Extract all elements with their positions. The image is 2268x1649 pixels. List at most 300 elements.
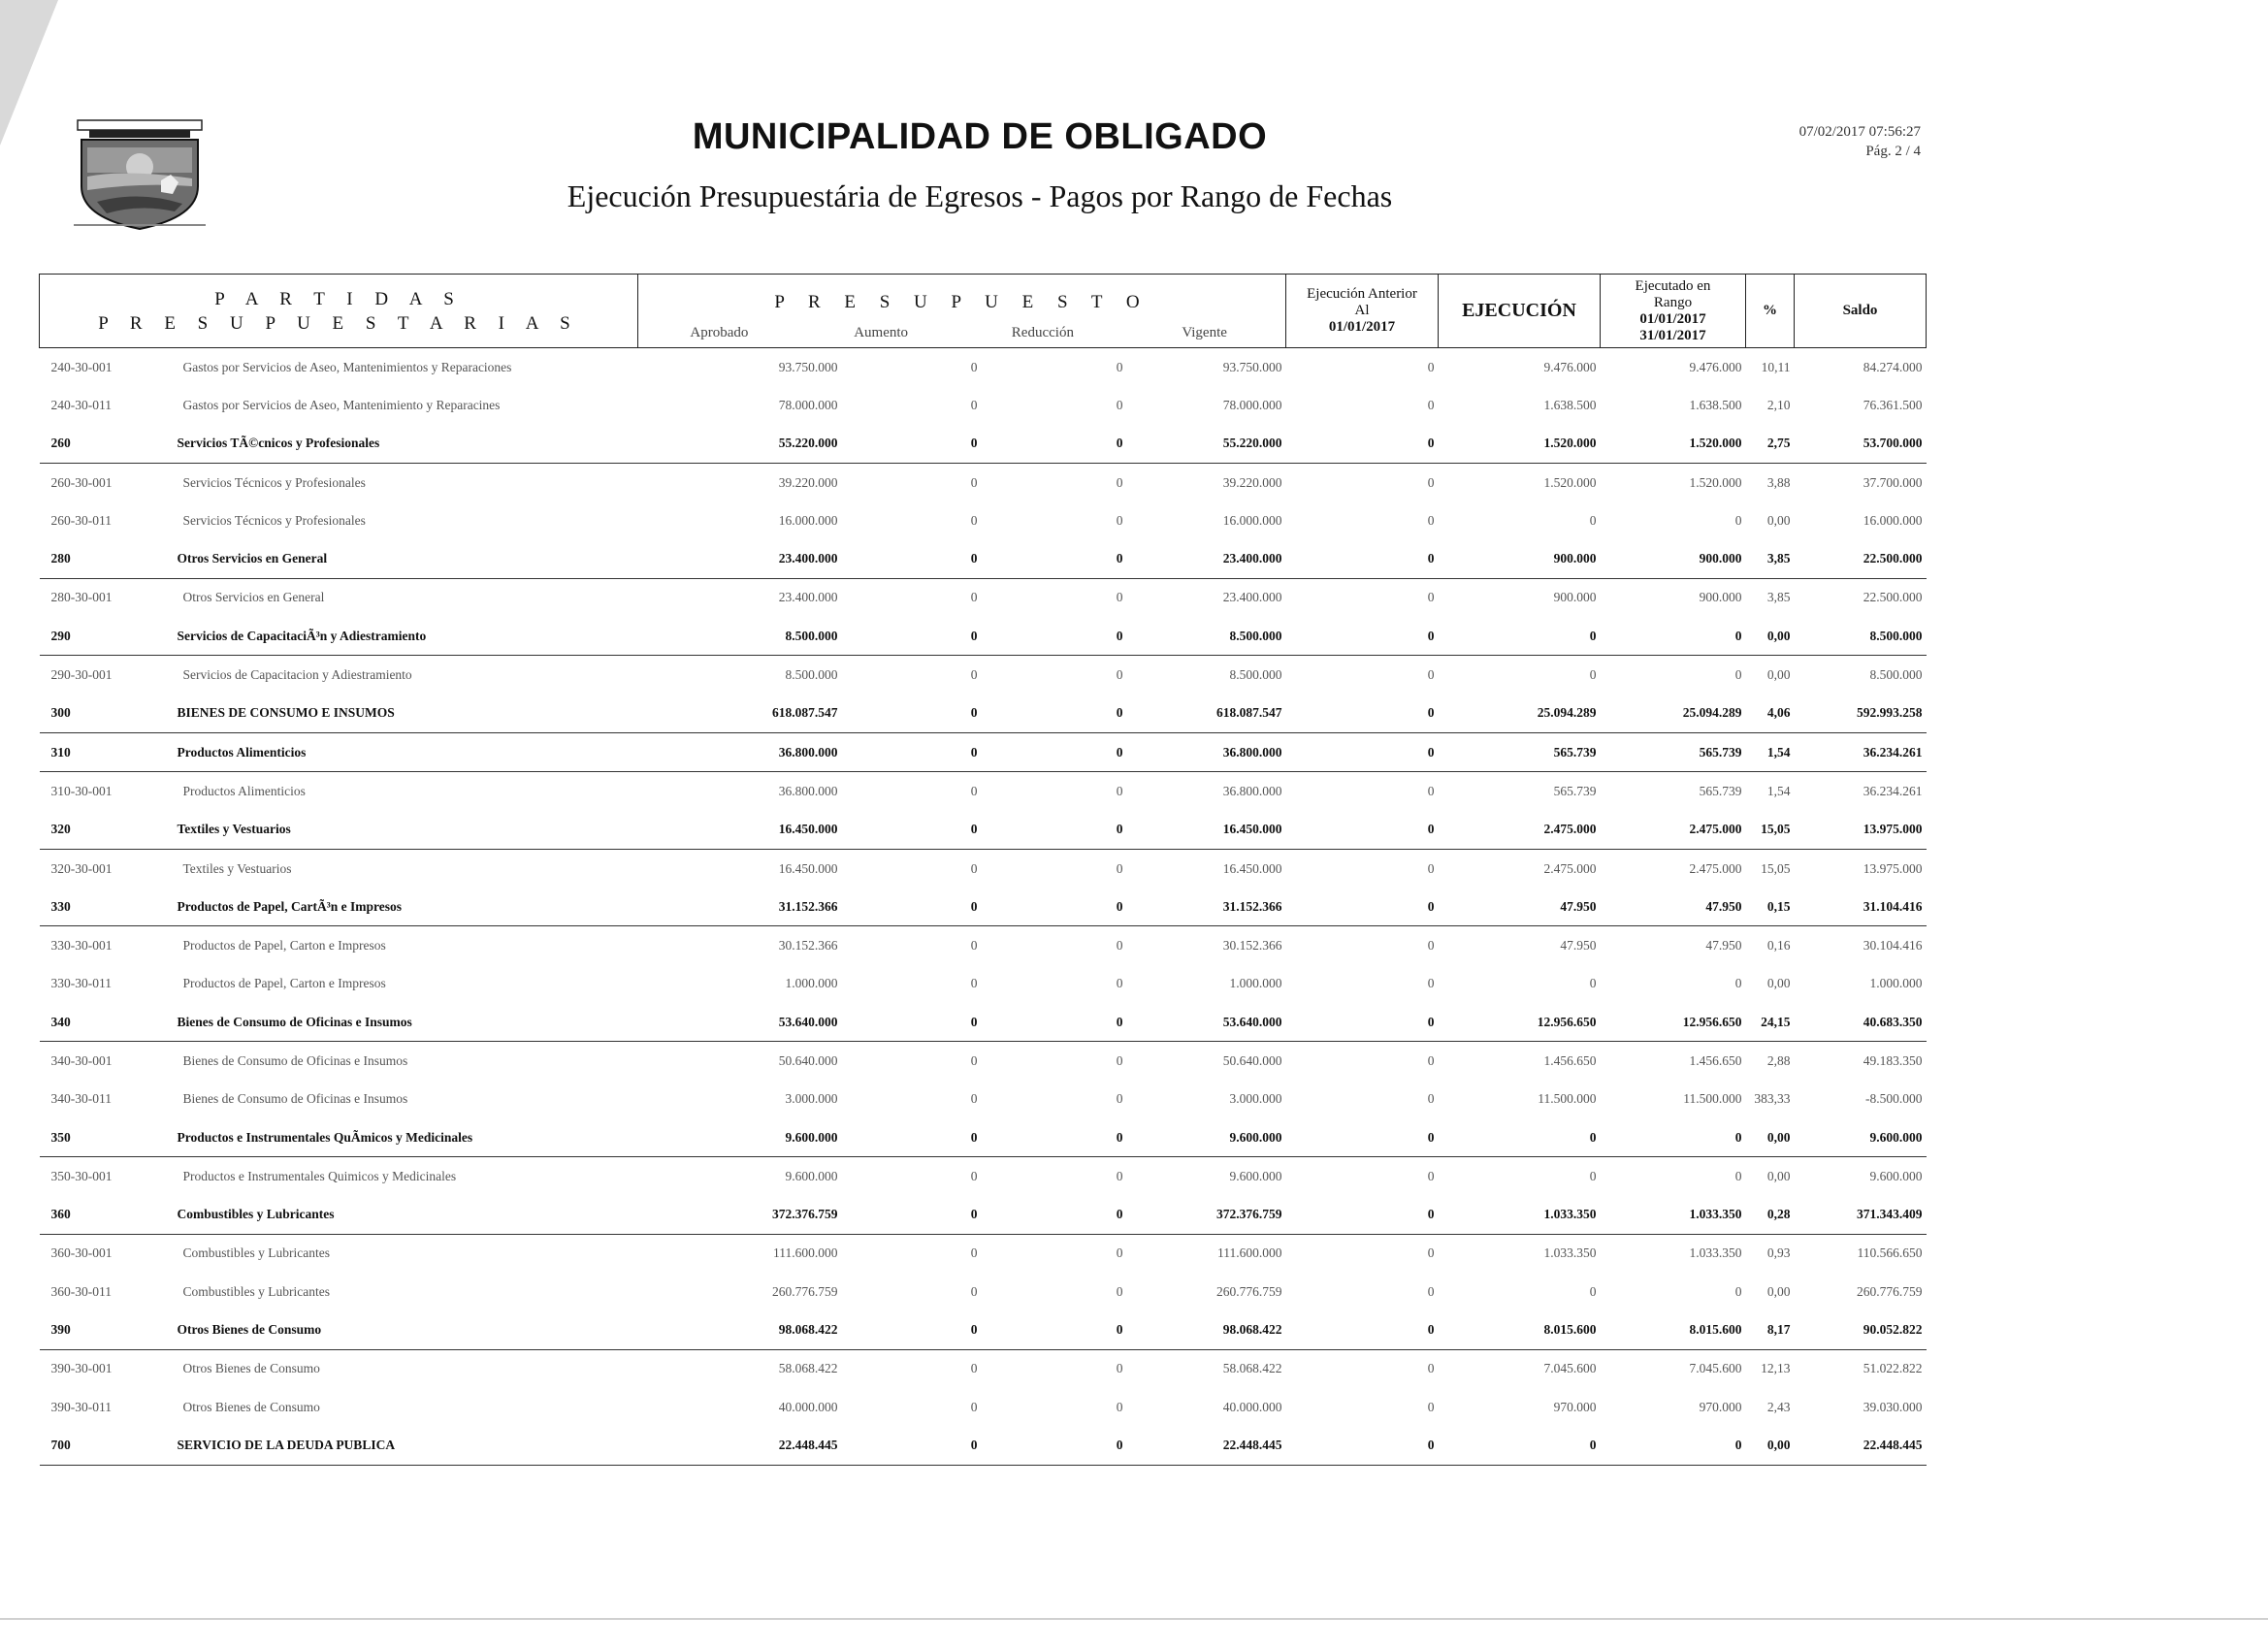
cell-aprobado: 8.500.000: [638, 617, 842, 656]
cell-saldo: 49.183.350: [1863, 1052, 1923, 1068]
cell-rango: 11.500.000: [1683, 1091, 1742, 1107]
cell-aumento: 0: [842, 539, 982, 578]
cell-desc: Otros Bienes de Consumo: [182, 1399, 320, 1414]
table-row: [40, 1157, 1927, 1196]
cell-code: 340-30-001: [50, 1052, 113, 1068]
col-partidas: [40, 275, 638, 348]
cell-reduccion: 0: [1116, 1091, 1123, 1107]
cell-aumento: 0: [970, 1168, 978, 1183]
cell-pct: 1,54: [1766, 783, 1791, 798]
cell-anterior: 0: [1286, 811, 1439, 850]
cell-code: 260-30-001: [50, 474, 113, 490]
cell-aumento: 0: [842, 1118, 982, 1157]
cell-ejecucion: 1.033.350: [1439, 1196, 1601, 1235]
cell-aumento: 0: [842, 732, 982, 771]
cell-aumento: 0: [970, 590, 978, 605]
cell-pct: 0,00: [1766, 512, 1791, 528]
cell-ejecucion: 0: [1589, 1168, 1597, 1183]
cell-anterior: 0: [1286, 425, 1439, 464]
cell-code: 350: [40, 1118, 168, 1157]
cell-saldo: 76.361.500: [1863, 397, 1923, 412]
cell-rango: 2.475.000: [1601, 811, 1746, 850]
table-row: [40, 772, 1927, 811]
cell-aumento: 0: [842, 617, 982, 656]
cell-vigente: 50.640.000: [1222, 1052, 1282, 1068]
cell-desc: Textiles y Vestuarios: [182, 860, 292, 876]
cell-desc: Otros Servicios en General: [168, 539, 638, 578]
cell-vigente: 22.448.445: [1127, 1426, 1286, 1465]
cell-anterior: 0: [1427, 783, 1435, 798]
cell-ejecucion: 0: [1439, 617, 1601, 656]
cell-anterior: 0: [1427, 860, 1435, 876]
cell-anterior: 0: [1286, 1310, 1439, 1349]
cell-desc: Productos de Papel, Carton e Impresos: [182, 938, 386, 954]
cell-saldo: 13.975.000: [1795, 811, 1927, 850]
cell-aumento: 0: [842, 1310, 982, 1349]
cell-vigente: 111.600.000: [1217, 1245, 1282, 1261]
cell-reduccion: 0: [1116, 397, 1123, 412]
cell-desc: Servicios de CapacitaciÃ³n y Adiestramiento: [168, 617, 638, 656]
cell-saldo: 8.500.000: [1869, 667, 1923, 683]
page-number: Pág. 2 / 4: [1865, 144, 1921, 159]
cell-vigente: 55.220.000: [1127, 425, 1286, 464]
cell-saldo: 39.030.000: [1863, 1399, 1923, 1414]
cell-ejecucion: 1.520.000: [1543, 474, 1597, 490]
cell-pct: 2,75: [1746, 425, 1795, 464]
cell-reduccion: 0: [1116, 512, 1123, 528]
cell-pct: 4,06: [1746, 695, 1795, 733]
cell-aprobado: 23.400.000: [778, 590, 838, 605]
cell-ejecucion: 11.500.000: [1538, 1091, 1597, 1107]
cell-desc: SERVICIO DE LA DEUDA PUBLICA: [168, 1426, 638, 1465]
table-row-group: [40, 617, 1927, 656]
cell-aumento: 0: [842, 1196, 982, 1235]
cell-aumento: 0: [970, 1091, 978, 1107]
cell-anterior: 0: [1427, 938, 1435, 954]
cell-aprobado: 16.450.000: [778, 860, 838, 876]
cell-desc: Otros Bienes de Consumo: [182, 1361, 320, 1376]
cell-anterior: 0: [1286, 617, 1439, 656]
cell-rango: 8.015.600: [1601, 1310, 1746, 1349]
cell-reduccion: 0: [982, 888, 1127, 926]
table-row: [40, 386, 1927, 424]
cell-aprobado: 3.000.000: [785, 1091, 838, 1107]
cell-pct: 0,93: [1766, 1245, 1791, 1261]
cell-pct: 24,15: [1746, 1003, 1795, 1042]
cell-vigente: 40.000.000: [1222, 1399, 1282, 1414]
cell-vigente: 3.000.000: [1229, 1091, 1282, 1107]
cell-code: 290: [40, 617, 168, 656]
cell-ejecucion: 9.476.000: [1543, 359, 1597, 374]
cell-vigente: 58.068.422: [1222, 1361, 1282, 1376]
cell-anterior: 0: [1427, 976, 1435, 991]
cell-anterior: 0: [1286, 1003, 1439, 1042]
cell-reduccion: 0: [1116, 474, 1123, 490]
cell-desc: Servicios Técnicos y Profesionales: [182, 512, 366, 528]
cell-pct: 2,43: [1766, 1399, 1791, 1414]
table-row: [40, 501, 1927, 539]
cell-vigente: 9.600.000: [1229, 1168, 1282, 1183]
table-row-group: [40, 811, 1927, 850]
cell-aumento: 0: [970, 667, 978, 683]
cell-anterior: 0: [1427, 1399, 1435, 1414]
cell-aprobado: 30.152.366: [778, 938, 838, 954]
cell-pct: 15,05: [1746, 811, 1795, 850]
cell-reduccion: 0: [1116, 1245, 1123, 1261]
cell-aumento: 0: [842, 1426, 982, 1465]
cell-reduccion: 0: [1116, 1361, 1123, 1376]
cell-ejecucion: 0: [1439, 1118, 1601, 1157]
table-row: [40, 1042, 1927, 1081]
cell-code: 390-30-011: [50, 1399, 112, 1414]
cell-pct: 0,00: [1766, 1168, 1791, 1183]
cell-saldo: 37.700.000: [1863, 474, 1923, 490]
cell-vigente: 23.400.000: [1222, 590, 1282, 605]
cell-aumento: 0: [970, 1361, 978, 1376]
table-row: [40, 1388, 1927, 1426]
cell-pct: 1,54: [1746, 732, 1795, 771]
col-presupuesto-title: P R E S U P U E S T O: [774, 292, 1150, 312]
col-ejecutado-rango: [1601, 275, 1746, 348]
cell-code: 240-30-001: [50, 359, 113, 374]
report-title: MUNICIPALIDAD DE OBLIGADO: [692, 116, 1268, 157]
cell-vigente: 30.152.366: [1222, 938, 1282, 954]
cell-vigente: 23.400.000: [1127, 539, 1286, 578]
cell-aprobado: 53.640.000: [638, 1003, 842, 1042]
col-reduccion: Reducción: [1011, 325, 1074, 340]
cell-pct: 3,88: [1766, 474, 1791, 490]
report-subtitle: Ejecución Presupuestária de Egresos - Pagos por Rango de Fechas: [567, 178, 1393, 213]
cell-reduccion: 0: [1116, 783, 1123, 798]
cell-code: 340: [40, 1003, 168, 1042]
cell-rango: 7.045.600: [1689, 1361, 1742, 1376]
cell-aprobado: 260.776.759: [772, 1283, 838, 1299]
table-row-group: [40, 1118, 1927, 1157]
cell-reduccion: 0: [1116, 1168, 1123, 1183]
cell-pct: 0,00: [1746, 1118, 1795, 1157]
cell-reduccion: 0: [1116, 590, 1123, 605]
cell-anterior: 0: [1286, 695, 1439, 733]
cell-pct: 2,10: [1766, 397, 1791, 412]
cell-anterior: 0: [1286, 732, 1439, 771]
cell-rango: 0: [1601, 1118, 1746, 1157]
cell-pct: 2,88: [1766, 1052, 1791, 1068]
cell-ejecucion: 8.015.600: [1439, 1310, 1601, 1349]
cell-ejecucion: 565.739: [1553, 783, 1597, 798]
cell-vigente: 39.220.000: [1222, 474, 1282, 490]
cell-aprobado: 1.000.000: [785, 976, 838, 991]
cell-code: 310-30-001: [50, 783, 113, 798]
cell-ejecucion: 0: [1589, 667, 1597, 683]
cell-ejecucion: 1.033.350: [1543, 1245, 1597, 1261]
cell-desc: Otros Servicios en General: [182, 590, 325, 605]
cell-aumento: 0: [970, 1245, 978, 1261]
cell-aumento: 0: [970, 359, 978, 374]
print-datetime: 07/02/2017 07:56:27: [1798, 124, 1921, 140]
cell-vigente: 78.000.000: [1222, 397, 1282, 412]
cell-ejecucion: 1.638.500: [1543, 397, 1597, 412]
col-saldo: Saldo: [1795, 275, 1927, 348]
cell-aprobado: 618.087.547: [638, 695, 842, 733]
cell-code: 340-30-011: [50, 1091, 112, 1107]
cell-code: 320-30-001: [50, 860, 113, 876]
cell-pct: 0,15: [1746, 888, 1795, 926]
table-header-row: [40, 275, 1927, 348]
cell-vigente: 9.600.000: [1127, 1118, 1286, 1157]
cell-rango: 0: [1734, 976, 1742, 991]
cell-aumento: 0: [970, 860, 978, 876]
cell-rango: 900.000: [1699, 590, 1742, 605]
cell-vigente: 1.000.000: [1229, 976, 1282, 991]
cell-desc: Gastos por Servicios de Aseo, Mantenimiento y Reparacines: [182, 397, 501, 412]
cell-anterior: 0: [1427, 359, 1435, 374]
col-aprobado: Aprobado: [690, 325, 749, 340]
table-row-group: [40, 695, 1927, 733]
cell-vigente: 16.000.000: [1222, 512, 1282, 528]
cell-vigente: 36.800.000: [1127, 732, 1286, 771]
cell-vigente: 372.376.759: [1127, 1196, 1286, 1235]
cell-code: 330: [40, 888, 168, 926]
col-presupuesto: [638, 275, 1286, 348]
cell-saldo: 9.600.000: [1795, 1118, 1927, 1157]
cell-aprobado: 39.220.000: [778, 474, 838, 490]
cell-aumento: 0: [970, 976, 978, 991]
cell-desc: BIENES DE CONSUMO E INSUMOS: [168, 695, 638, 733]
cell-saldo: 90.052.822: [1795, 1310, 1927, 1349]
cell-pct: 10,11: [1761, 359, 1791, 374]
cell-aprobado: 98.068.422: [638, 1310, 842, 1349]
cell-aprobado: 23.400.000: [638, 539, 842, 578]
cell-ejecucion: 47.950: [1439, 888, 1601, 926]
cell-reduccion: 0: [982, 539, 1127, 578]
cell-rango: 25.094.289: [1601, 695, 1746, 733]
col-ejecucion-anterior: [1286, 275, 1439, 348]
cell-code: 280: [40, 539, 168, 578]
cell-aprobado: 50.640.000: [778, 1052, 838, 1068]
cell-desc: Bienes de Consumo de Oficinas e Insumos: [182, 1052, 408, 1068]
cell-vigente: 98.068.422: [1127, 1310, 1286, 1349]
cell-reduccion: 0: [1116, 860, 1123, 876]
cell-saldo: 30.104.416: [1863, 938, 1923, 954]
cell-anterior: 0: [1286, 1426, 1439, 1465]
cell-aumento: 0: [970, 1283, 978, 1299]
cell-pct: 0,16: [1766, 938, 1791, 954]
cell-saldo: 51.022.822: [1863, 1361, 1923, 1376]
cell-reduccion: 0: [1116, 359, 1123, 374]
cell-rango: 2.475.000: [1689, 860, 1742, 876]
cell-ejecucion: 0: [1589, 976, 1597, 991]
cell-desc: Combustibles y Lubricantes: [182, 1283, 330, 1299]
cell-rango: 9.476.000: [1689, 359, 1742, 374]
cell-code: 290-30-001: [50, 667, 113, 683]
cell-saldo: 1.000.000: [1869, 976, 1923, 991]
cell-pct: 3,85: [1766, 590, 1791, 605]
cell-aprobado: 9.600.000: [785, 1168, 838, 1183]
cell-saldo: 36.234.261: [1795, 732, 1927, 771]
cell-desc: Combustibles y Lubricantes: [182, 1245, 330, 1261]
cell-saldo: 110.566.650: [1857, 1245, 1923, 1261]
cell-desc: Bienes de Consumo de Oficinas e Insumos: [168, 1003, 638, 1042]
cell-aumento: 0: [970, 397, 978, 412]
cell-rango: 0: [1601, 617, 1746, 656]
cell-pct: 0,00: [1766, 667, 1791, 683]
table-row: [40, 578, 1927, 617]
cell-rango: 1.520.000: [1601, 425, 1746, 464]
cell-code: 260-30-011: [50, 512, 112, 528]
cell-anterior: 0: [1427, 397, 1435, 412]
cell-anterior: 0: [1427, 1052, 1435, 1068]
cell-code: 350-30-001: [50, 1168, 113, 1183]
cell-rango: 1.520.000: [1689, 474, 1742, 490]
cell-ejecucion: 1.456.650: [1543, 1052, 1597, 1068]
cell-reduccion: 0: [982, 1118, 1127, 1157]
col-rango-l3: 01/01/2017: [1639, 310, 1706, 327]
cell-rango: 12.956.650: [1601, 1003, 1746, 1042]
cell-code: 320: [40, 811, 168, 850]
cell-vigente: 16.450.000: [1127, 811, 1286, 850]
col-partidas-line2: P R E S U P U E S T A R I A S: [98, 312, 579, 334]
cell-aprobado: 36.800.000: [778, 783, 838, 798]
cell-code: 240-30-011: [50, 397, 112, 412]
cell-aprobado: 78.000.000: [778, 397, 838, 412]
cell-saldo: 9.600.000: [1869, 1168, 1923, 1183]
budget-execution-table: [39, 274, 1927, 1466]
cell-reduccion: 0: [982, 617, 1127, 656]
col-ejecucion-anterior-l3: 01/01/2017: [1328, 319, 1396, 335]
col-vigente: Vigente: [1182, 325, 1227, 340]
cell-saldo: 592.993.258: [1795, 695, 1927, 733]
cell-ejecucion: 900.000: [1439, 539, 1601, 578]
cell-code: 280-30-001: [50, 590, 113, 605]
cell-code: 330-30-001: [50, 938, 113, 954]
cell-pct: 383,33: [1754, 1091, 1791, 1107]
cell-ejecucion: 47.950: [1560, 938, 1597, 954]
table-row: [40, 1349, 1927, 1388]
col-rango-l2: Rango: [1653, 294, 1693, 310]
cell-aprobado: 16.000.000: [778, 512, 838, 528]
cell-anterior: 0: [1427, 1361, 1435, 1376]
table-row-group: [40, 1310, 1927, 1349]
cell-aumento: 0: [970, 938, 978, 954]
cell-ejecucion: 12.956.650: [1439, 1003, 1601, 1042]
cell-desc: Servicios TÃ©cnicos y Profesionales: [168, 425, 638, 464]
cell-aumento: 0: [970, 1399, 978, 1414]
cell-ejecucion: 0: [1439, 1426, 1601, 1465]
cell-desc: Productos Alimenticios: [168, 732, 638, 771]
cell-reduccion: 0: [982, 1196, 1127, 1235]
cell-anterior: 0: [1427, 590, 1435, 605]
cell-saldo: 53.700.000: [1795, 425, 1927, 464]
col-ejecucion-anterior-l2: Al: [1354, 303, 1370, 318]
cell-desc: Productos de Papel, CartÃ³n e Impresos: [168, 888, 638, 926]
cell-pct: 0,00: [1746, 617, 1795, 656]
cell-saldo: 260.776.759: [1857, 1283, 1923, 1299]
cell-code: 390-30-001: [50, 1361, 113, 1376]
cell-anterior: 0: [1427, 474, 1435, 490]
cell-aprobado: 36.800.000: [638, 732, 842, 771]
cell-desc: Textiles y Vestuarios: [168, 811, 638, 850]
cell-code: 700: [40, 1426, 168, 1465]
table-body: [40, 348, 1927, 1466]
cell-saldo: 40.683.350: [1795, 1003, 1927, 1042]
table-row-group: [40, 1003, 1927, 1042]
cell-desc: Productos e Instrumentales QuÃmicos y Medicinales: [168, 1118, 638, 1157]
cell-saldo: 13.975.000: [1863, 860, 1923, 876]
cell-rango: 1.033.350: [1689, 1245, 1742, 1261]
cell-code: 330-30-011: [50, 976, 112, 991]
cell-desc: Productos de Papel, Carton e Impresos: [182, 976, 386, 991]
cell-vigente: 8.500.000: [1127, 617, 1286, 656]
cell-rango: 970.000: [1699, 1399, 1742, 1414]
cell-desc: Bienes de Consumo de Oficinas e Insumos: [182, 1091, 408, 1107]
cell-aprobado: 8.500.000: [785, 667, 838, 683]
cell-ejecucion: 970.000: [1553, 1399, 1597, 1414]
cell-rango: 47.950: [1601, 888, 1746, 926]
col-rango-l4: 31/01/2017: [1639, 327, 1706, 343]
cell-saldo: 371.343.409: [1795, 1196, 1927, 1235]
cell-anterior: 0: [1427, 1283, 1435, 1299]
cell-vigente: 8.500.000: [1229, 667, 1282, 683]
cell-aumento: 0: [970, 1052, 978, 1068]
cell-code: 390: [40, 1310, 168, 1349]
cell-aumento: 0: [842, 1003, 982, 1042]
table-row-group: [40, 888, 1927, 926]
cell-rango: 565.739: [1699, 783, 1742, 798]
cell-vigente: 31.152.366: [1127, 888, 1286, 926]
cell-code: 300: [40, 695, 168, 733]
cell-pct: 0,00: [1746, 1426, 1795, 1465]
cell-reduccion: 0: [1116, 667, 1123, 683]
cell-saldo: 8.500.000: [1795, 617, 1927, 656]
col-rango-l1: Ejecutado en: [1635, 277, 1711, 294]
cell-aprobado: 55.220.000: [638, 425, 842, 464]
cell-rango: 900.000: [1601, 539, 1746, 578]
cell-aprobado: 9.600.000: [638, 1118, 842, 1157]
cell-rango: 0: [1601, 1426, 1746, 1465]
cell-reduccion: 0: [982, 732, 1127, 771]
cell-reduccion: 0: [982, 1003, 1127, 1042]
cell-desc: Productos e Instrumentales Quimicos y Medicinales: [182, 1168, 457, 1183]
cell-aprobado: 40.000.000: [778, 1399, 838, 1414]
cell-vigente: 618.087.547: [1127, 695, 1286, 733]
cell-rango: 1.456.650: [1689, 1052, 1742, 1068]
table-row: [40, 1234, 1927, 1273]
cell-anterior: 0: [1286, 1196, 1439, 1235]
cell-desc: Combustibles y Lubricantes: [168, 1196, 638, 1235]
col-presupuesto-subcols: [638, 313, 1285, 347]
cell-rango: 0: [1734, 1168, 1742, 1183]
table-row-group: [40, 425, 1927, 464]
cell-pct: 8,17: [1746, 1310, 1795, 1349]
cell-code: 360-30-011: [50, 1283, 112, 1299]
cell-aprobado: 16.450.000: [638, 811, 842, 850]
table-row-group: [40, 539, 1927, 578]
cell-saldo: 84.274.000: [1863, 359, 1923, 374]
cell-reduccion: 0: [1116, 938, 1123, 954]
cell-ejecucion: 1.520.000: [1439, 425, 1601, 464]
cell-reduccion: 0: [1116, 976, 1123, 991]
cell-desc: Gastos por Servicios de Aseo, Mantenimientos y Reparaciones: [182, 359, 512, 374]
cell-vigente: 53.640.000: [1127, 1003, 1286, 1042]
cell-reduccion: 0: [982, 811, 1127, 850]
cell-desc: Productos Alimenticios: [182, 783, 306, 798]
cell-aumento: 0: [842, 425, 982, 464]
cell-aumento: 0: [970, 512, 978, 528]
cell-aumento: 0: [842, 888, 982, 926]
cell-anterior: 0: [1427, 512, 1435, 528]
cell-saldo: -8.500.000: [1865, 1091, 1923, 1107]
cell-code: 360-30-001: [50, 1245, 113, 1261]
